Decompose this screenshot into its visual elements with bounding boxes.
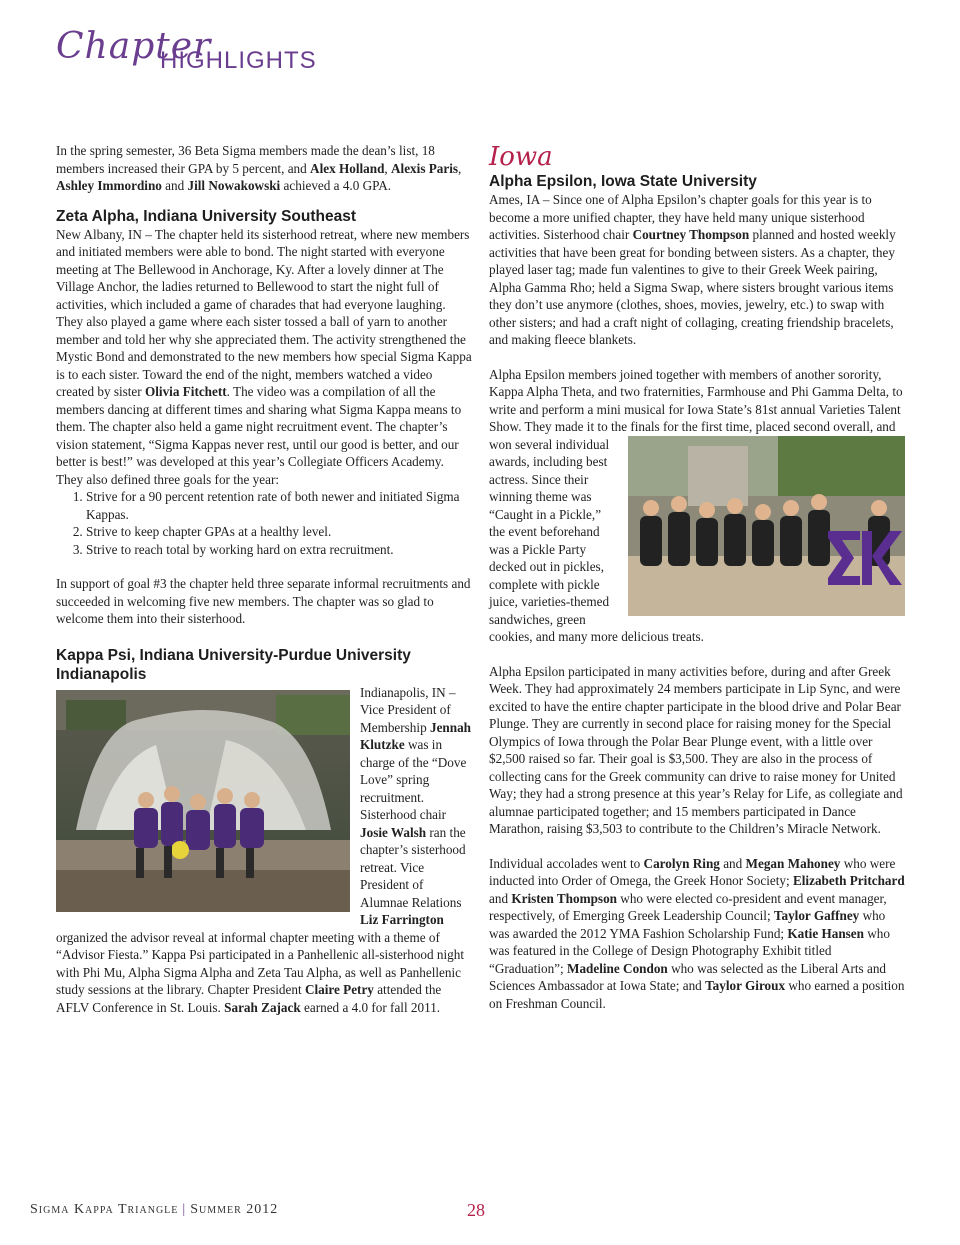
alpha-epsilon-p1: Ames, IA – Since one of Alpha Epsilon’s chapter goals for this year is to become a more unified chapter, they have held many unique sisterhood activities. Sisterhood chair Courtney Thompson planned and hosted weekly activities that have been great for bonding between sisters. As a chapter, they played laser tag; made fun valentines to give to their Greek Week pairing, Alpha Gamma Rho; held a Sigma Swap, where sisters brought various items they don’t use anymore (clothes, shoes, movies, jewelry, etc.) to swap with other sisters; and had a craft night of collaging, creating friendship bracelets, and making fleece blankets.: [489, 192, 896, 347]
zeta-alpha-body: New Albany, IN – The chapter held its sisterhood retreat, where new members and initiated members were able to bond. The night started with everyone meeting at The Bellewood in Anchorage, Ky. After a lovely dinner at The Village Anchor, the ladies returned to Bellewood to start the night full of activities, which included a game of charades that had everyone laughing. They also played a game where each sister tossed a ball of yarn to another member and told her why she appreciated them. The activity strengthened the Mystic Bond and demonstrated to the new members how special Sigma Kappa is to each sister. Toward the end of the night, members watched a video created by sister Olivia Fitchett. The video was a compilation of all the members dancing at different times and sharing what Sigma Kappa means to them. The chapter also held a game night recruitment event. The chapter’s vision statement, “Sigma Kappas never rest, until our good is better, and our better is best!” was developed at this year’s Collegiate Officers Academy. They also defined three goals for the year:: [56, 226, 472, 487]
bold-name: Courtney Thompson: [632, 227, 750, 242]
bold-name: Sarah Zajack: [224, 999, 301, 1015]
alpha-epsilon-p3: Alpha Epsilon participated in many activities before, during and after Greek Week. They had approximately 24 members participate in Lip Sync, and were excited to have the entire chapter participate in the blood drive and Polar Bear Plunge. They are currently in second place for raising money for the Special Olympics of Iowa through the Polar Bear Plunge event, with a little over $2,500 raised so far. Their goal is $3,500. They are also in the process of collecting cans for the Greek community can drive to raise money for United Way; they had a strong presence at this year’s Relay for Life, as collegiate and alumnae participated together; and 15 members participated in Dance Marathon, raising $3,503 to contribute to the Children’s Miracle Network.: [489, 663, 903, 836]
bold-name: Olivia Fitchett: [144, 384, 227, 399]
right-column: [489, 142, 905, 1012]
masthead-caps-word: HIGHLIGHTS: [160, 47, 317, 74]
bold-name: Claire Petry: [304, 982, 374, 997]
bold-name: Taylor Gaffney: [773, 908, 860, 923]
zeta-alpha-support: In support of goal #3 the chapter held three separate informal recruitments and succeeded in welcoming five new members. The chapter was so glad to welcome them into their sisterhood.: [56, 576, 471, 626]
masthead-script-word: Chapter: [56, 26, 212, 67]
bold-name: Alexis Paris: [391, 160, 459, 176]
footer-magazine: Sigma Kappa Triangle: [30, 1202, 179, 1217]
bold-name: Carolyn Ring: [643, 855, 720, 871]
bold-name: Elizabeth Pritchard: [792, 873, 905, 888]
footer-separator: |: [182, 1202, 187, 1217]
bold-name: Katie Hansen: [787, 925, 864, 941]
footer-issue: Summer 2012: [190, 1202, 279, 1217]
beta-sigma-intro: In the spring semester, 36 Beta Sigma members made the dean’s list, 18 members increased their GPA by 5 percent, and Alex Holland, Alexis Paris, Ashley Immordino and Jill Nowakowski achieved a 4.0 GPA.: [56, 143, 462, 193]
iowa-state-label: Iowa: [489, 142, 553, 172]
bold-name: Taylor Giroux: [705, 978, 786, 993]
zeta-alpha-goals: [56, 488, 472, 558]
bold-name: Megan Mahoney: [745, 855, 841, 871]
sigma-kappa-group-photo: [628, 436, 905, 616]
alpha-epsilon-p4: Individual accolades went to Carolyn Ring and Megan Mahoney who were inducted into Order of Omega, the Greek Honor Society; Elizabeth Pritchard and Kristen Thompson who were elected co-president and event manager, respectively, of Emerging Greek Leadership Council; Taylor Gaffney who was awarded the 2012 YMA Fashion Scholarship Fund; Katie Hansen who was featured in the College of Design Photography Exhibit titled “Graduation”; Madeline Condon who was selected as the Liberal Arts and Sciences Ambassador at Iowa State; and Taylor Giroux who earned a position on Freshman Council.: [489, 855, 905, 1011]
fountain-photo-art: [56, 690, 350, 912]
page-number: 28: [467, 1200, 485, 1220]
footer-publication: [30, 1202, 278, 1218]
bold-name: Jennah Klutzke: [360, 719, 472, 752]
goal-item: 3. Strive to reach total by working hard on extra recruitment.: [86, 541, 472, 559]
left-column: [56, 142, 472, 1016]
group-photo-art: [628, 436, 905, 616]
zeta-alpha-heading: Zeta Alpha, Indiana University Southeast: [56, 207, 357, 225]
goal-item: 1. Strive for a 90 percent retention rate of both newer and initiated Sigma Kappas.: [86, 488, 472, 523]
kappa-psi-body: Indianapolis, IN – Vice President of Membership Jennah Klutzke was in charge of the “Dove Love” spring recruitment. Sisterhood chair Josie Walsh ran the chapter’s sisterhood retreat. Vice President of Alumnae Relations Liz Farrington organized the advisor reveal at informal chapter meeting with a theme of “Advisor Fiesta.” Kappa Psi participated in a Panhellenic all-sisterhood night with Phi Mu, Alpha Sigma Alpha and Zeta Tau Alpha, as well as Panhellenic study sessions at the library. Chapter President Claire Petry attended the AFLV Conference in St. Louis. Sarah Zajack earned a 4.0 for fall 2011.: [56, 684, 472, 1015]
kappa-psi-heading: Kappa Psi, Indiana University-Purdue University Indianapolis: [56, 646, 411, 683]
alpha-epsilon-p2: Alpha Epsilon members joined together with members of another sorority, Kappa Alpha Theta, and two fraternities, Farmhouse and Phi Gamma Delta, to write and perform a mini musical for Iowa State’s 81st annual Varieties Talent Show. They made it to the finals for the first time, placed second overall, and won several individual awards, including best actress. Since their winning theme was “Caught in a Pickle,” the event beforehand was a Pickle Party decked out in pickles, complete with pickle juice, varieties-themed sandwiches, green cookies, and many more delicious treats.: [489, 366, 903, 644]
float-spacer: [904, 366, 905, 436]
bold-name: Liz Farrington: [360, 912, 444, 927]
bold-name: Alex Holland: [310, 160, 385, 176]
bold-name: Jill Nowakowski: [187, 178, 281, 193]
goal-item: 2. Strive to keep chapter GPAs at a healthy level.: [86, 523, 472, 541]
bold-name: Ashley Immordino: [56, 178, 162, 193]
p2-wrapper: [489, 366, 905, 646]
fountain-photo: [56, 690, 350, 912]
alpha-epsilon-heading: Alpha Epsilon, Iowa State University: [489, 173, 757, 190]
bold-name: Kristen Thompson: [511, 890, 617, 906]
bold-name: Josie Walsh: [360, 824, 427, 840]
bold-name: Madeline Condon: [567, 960, 668, 976]
